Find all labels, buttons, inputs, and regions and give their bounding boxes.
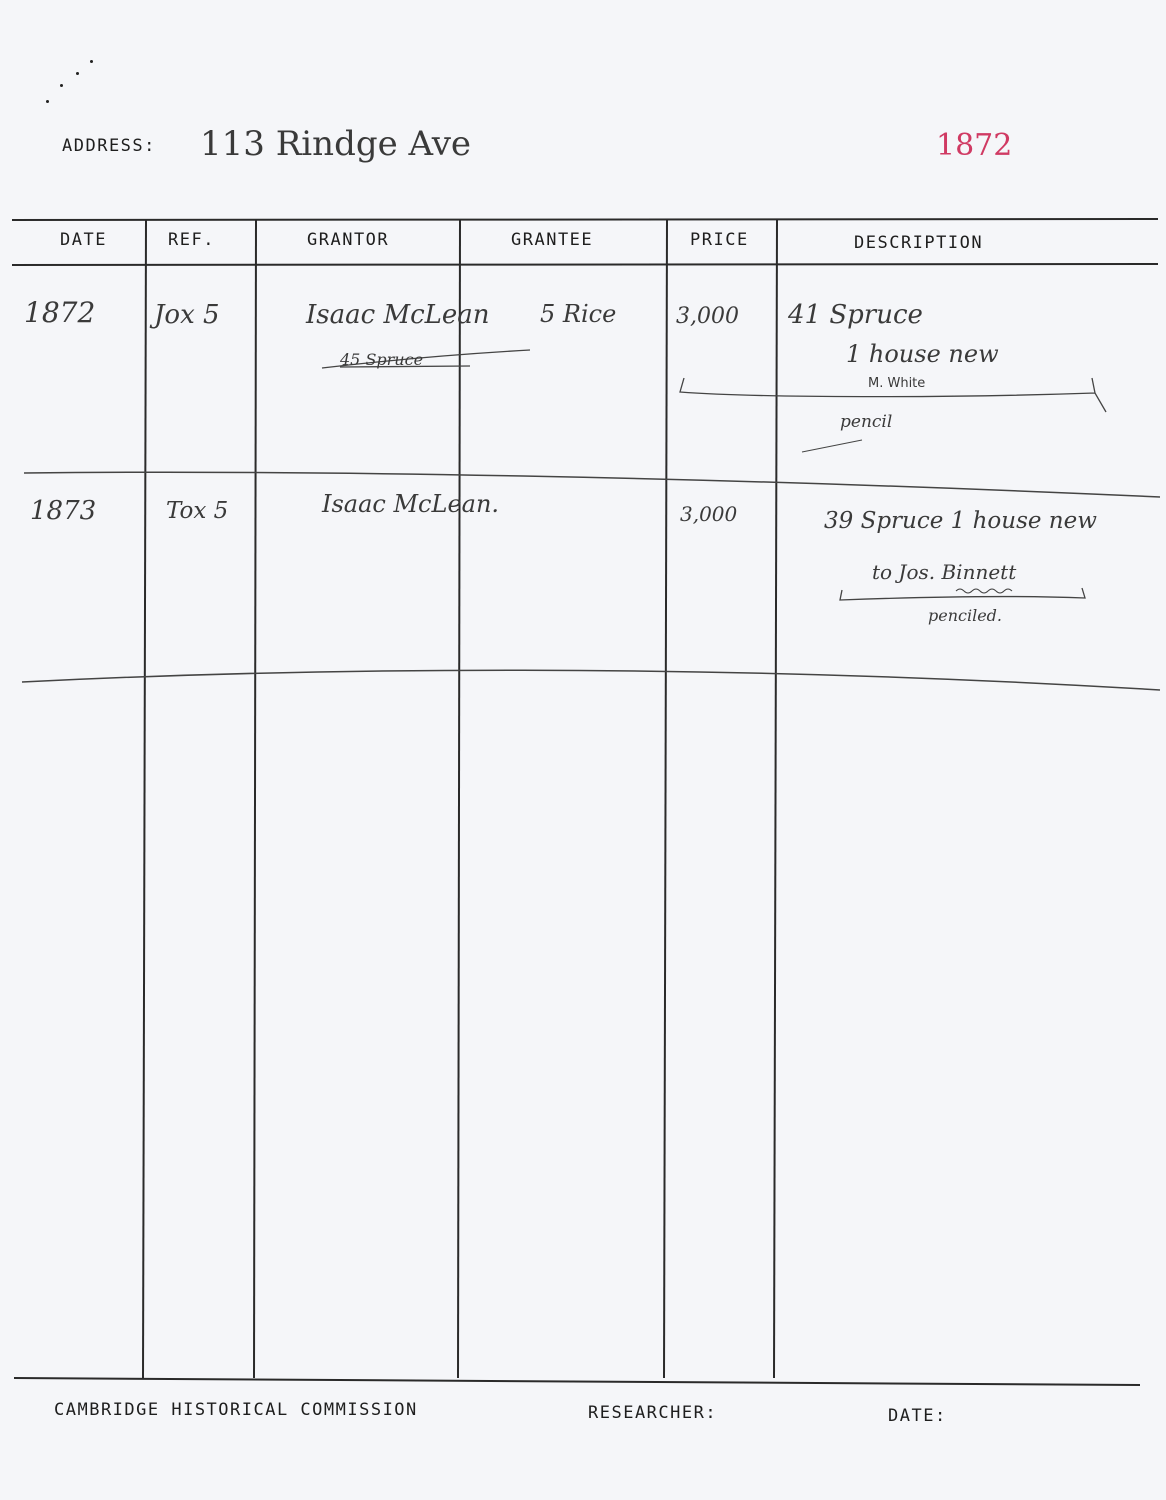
address-label: ADDRESS: bbox=[62, 136, 156, 156]
bracket bbox=[802, 440, 862, 452]
column-divider bbox=[254, 220, 256, 1378]
footer-researcher-label: RESEARCHER: bbox=[588, 1403, 718, 1423]
row-description-line: 41 Spruce bbox=[788, 300, 923, 330]
row-description-line: to Jos. Binnett bbox=[872, 560, 1017, 584]
row-description-line: 1 house new bbox=[846, 340, 999, 368]
column-divider bbox=[143, 220, 146, 1378]
row-description-line: 39 Spruce 1 house new bbox=[824, 508, 1097, 534]
row-grantee: 5 Rice bbox=[540, 300, 617, 328]
column-divider bbox=[774, 220, 777, 1378]
row-ref: Tox 5 bbox=[166, 498, 229, 524]
row-date: 1873 bbox=[30, 496, 97, 526]
footer-date-label: DATE: bbox=[888, 1406, 947, 1426]
footer-rule bbox=[14, 1378, 1140, 1385]
column-divider bbox=[664, 220, 667, 1378]
row-separator bbox=[22, 670, 1160, 690]
row-price: 3,000 bbox=[676, 304, 739, 329]
row-ref: Jox 5 bbox=[154, 300, 220, 330]
underline bbox=[956, 589, 1012, 593]
column-header-grantee: GRANTEE bbox=[511, 230, 594, 250]
year-annotation: 1872 bbox=[936, 128, 1013, 163]
header-bottom-rule bbox=[12, 264, 1158, 265]
stray-mark bbox=[60, 84, 63, 87]
row-description-note: M. White bbox=[868, 376, 926, 391]
stray-mark bbox=[76, 72, 79, 75]
row-description-footnote: penciled. bbox=[928, 606, 1003, 625]
header-top-rule bbox=[12, 219, 1158, 220]
column-header-grantor: GRANTOR bbox=[307, 230, 390, 250]
column-header-price: PRICE bbox=[690, 230, 749, 250]
column-divider bbox=[458, 220, 460, 1378]
row-grantor: Isaac McLean bbox=[306, 300, 490, 330]
row-grantor-note-struck: 45 Spruce bbox=[340, 350, 424, 369]
address-value: 113 Rindge Ave bbox=[200, 124, 472, 164]
column-header-ref: REF. bbox=[168, 230, 215, 250]
row-separator bbox=[24, 472, 1160, 497]
stray-mark bbox=[90, 60, 93, 63]
row-description-footnote: pencil bbox=[840, 412, 893, 432]
row-date: 1872 bbox=[24, 296, 96, 329]
column-header-description: DESCRIPTION bbox=[854, 233, 984, 253]
row-grantor: Isaac McLean. bbox=[322, 490, 500, 518]
row-price: 3,000 bbox=[680, 502, 738, 526]
footer-organization: CAMBRIDGE HISTORICAL COMMISSION bbox=[54, 1400, 418, 1420]
stray-mark bbox=[46, 100, 49, 103]
column-header-date: DATE bbox=[60, 230, 107, 250]
